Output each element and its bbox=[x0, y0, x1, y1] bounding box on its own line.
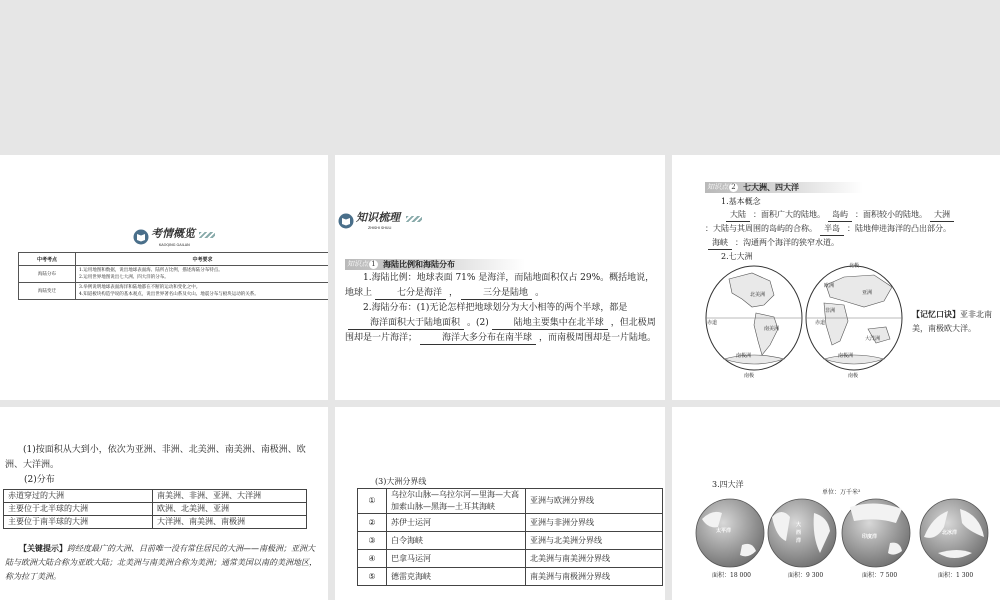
answer-blank: 陆地主要集中在北半球 bbox=[492, 317, 608, 330]
label-africa: 非洲 bbox=[825, 308, 836, 314]
slide-exam-overview bbox=[0, 155, 328, 400]
kp-number: 2 bbox=[729, 183, 738, 192]
kp-title: 七大洲、四大洋 bbox=[743, 183, 799, 192]
text: ：面积广大的陆地。 bbox=[753, 210, 825, 219]
answer-blank: 大陆 bbox=[726, 209, 750, 222]
table-row bbox=[358, 532, 663, 550]
answer-blank: 七分是海洋 bbox=[375, 287, 446, 300]
boundary-line: 德雷克海峡 bbox=[387, 568, 526, 586]
boundaries-table bbox=[357, 488, 663, 586]
answer-blank: 海洋面积大于陆地面积 bbox=[348, 317, 464, 330]
answer-blank: 岛屿 bbox=[828, 209, 852, 222]
table-cell: 主要位于南半球的大洲 bbox=[4, 516, 153, 529]
boundary-line: 苏伊士运河 bbox=[387, 514, 526, 532]
answer-blank: 三分是陆地 bbox=[461, 287, 532, 300]
text: ，而南极周围却是一片陆地。 bbox=[539, 333, 657, 343]
section-title: 知识梳理 bbox=[356, 211, 400, 224]
row-index: ④ bbox=[358, 550, 387, 568]
answer-blank: 海洋大多分布在南半球 bbox=[420, 332, 536, 345]
table-row bbox=[4, 503, 307, 516]
table-row bbox=[358, 550, 663, 568]
section-subtitle: ZHISHI SHULI bbox=[368, 226, 392, 230]
req-cell bbox=[76, 266, 329, 283]
ocean-area: 面积：1 300 bbox=[938, 572, 974, 579]
ocean-globe bbox=[918, 497, 990, 569]
boundary-between: 亚洲与欧洲分界线 bbox=[526, 489, 663, 514]
table-cell: 主要位于北半球的大洲 bbox=[4, 503, 153, 516]
slide-continent-boundaries bbox=[335, 407, 665, 600]
continents-heading: 2.七大洲 bbox=[721, 252, 753, 261]
text: 2.海陆分布：(1)无论怎样把地球划分为大小相等的两个半球，都是 bbox=[363, 303, 628, 313]
req-line: 4.知道板块构造学说的基本观点，说出世界著名山系及火山、地震分布与板块运动的关系。 bbox=[79, 292, 259, 297]
table-cell: 赤道穿过的大洲 bbox=[4, 490, 153, 503]
label-asia: 亚洲 bbox=[862, 290, 873, 296]
ocean-area: 面积：7 500 bbox=[862, 572, 898, 579]
req-line: 3.举例说明地球表面海洋和陆地都在不断的运动和变化之中。 bbox=[79, 285, 201, 290]
boundary-line: 巴拿马运河 bbox=[387, 550, 526, 568]
boundaries-heading: (3)大洲分界线 bbox=[375, 477, 427, 486]
text: ，但北极周围却是一片海洋； bbox=[345, 318, 656, 343]
label-south-america: 南美洲 bbox=[764, 326, 780, 332]
slide-knowledge-1 bbox=[335, 155, 665, 400]
ocean-name: 大西洋 bbox=[796, 522, 802, 544]
row-index: ② bbox=[358, 514, 387, 532]
book-icon bbox=[338, 213, 354, 229]
concept-line bbox=[705, 236, 1000, 250]
seven-continents-map bbox=[704, 261, 904, 379]
concepts-heading: 1.基本概念 bbox=[721, 197, 761, 206]
concept-line bbox=[705, 222, 1000, 236]
slide-knowledge-2 bbox=[672, 155, 1000, 400]
table-row bbox=[358, 568, 663, 586]
req-line: 2.运用世界地图说出七大洲、四大洋的分布。 bbox=[79, 275, 169, 280]
oceans-heading: 3.四大洋 bbox=[712, 480, 744, 489]
text: ：大陆与其周围的岛屿的合称。 bbox=[705, 224, 817, 233]
distribution-heading: (2)分布 bbox=[24, 475, 55, 485]
slide-four-oceans bbox=[672, 407, 1000, 600]
label-antarctica-right: 南极洲 bbox=[838, 353, 854, 359]
text: 。(2) bbox=[467, 318, 489, 328]
table-row bbox=[358, 514, 663, 532]
ocean-globe bbox=[840, 497, 912, 569]
table-cell: 大洋洲、南美洲、南极洲 bbox=[153, 516, 307, 529]
boundary-between: 亚洲与北美洲分界线 bbox=[526, 532, 663, 550]
boundary-line: 乌拉尔山脉—乌拉尔河—里海—大高加索山脉—黑海—土耳其海峡 bbox=[387, 489, 526, 514]
kp-title: 海陆比例和海陆分布 bbox=[383, 260, 455, 269]
concept-line bbox=[705, 208, 1000, 222]
table-row bbox=[4, 516, 307, 529]
boundary-between: 亚洲与非洲分界线 bbox=[526, 514, 663, 532]
knowledge-point-bar bbox=[705, 182, 863, 193]
stripes-decor bbox=[199, 232, 215, 238]
text: ：陆地伸进海洋的凸出部分。 bbox=[847, 224, 951, 233]
section-title: 考情概览 bbox=[151, 227, 195, 240]
label-oceania: 大洋洲 bbox=[865, 336, 881, 342]
kp-number: 1 bbox=[369, 260, 378, 269]
text: ：沟通两个海洋的狭窄水道。 bbox=[735, 238, 839, 247]
table-row bbox=[19, 283, 329, 300]
ocean-name: 太平洋 bbox=[716, 528, 732, 534]
memo-label: 【记忆口诀】 bbox=[912, 309, 960, 319]
boundary-line: 白令海峡 bbox=[387, 532, 526, 550]
label-europe: 欧洲 bbox=[824, 283, 835, 289]
label-north-pole: 北极 bbox=[849, 263, 860, 269]
table-row bbox=[4, 490, 307, 503]
table-row bbox=[358, 489, 663, 514]
req-line: 1.运用地图和数据，说出地球表面海、陆所占比例，描述海陆分布特点。 bbox=[79, 268, 223, 273]
label-antarctica-left: 南极洲 bbox=[736, 353, 752, 359]
section-subtitle: KAOQING GAILAN bbox=[159, 243, 190, 247]
header-point: 中考考点 bbox=[19, 253, 76, 266]
label-north-america: 北美洲 bbox=[750, 292, 766, 298]
kp-tag: 知识点 bbox=[347, 260, 368, 268]
stripes-decor bbox=[406, 216, 422, 222]
paragraph-distribution bbox=[345, 301, 657, 346]
table-row bbox=[19, 266, 329, 283]
ocean-area: 面积：18 000 bbox=[712, 572, 751, 579]
kp1-content bbox=[345, 271, 657, 346]
header-req: 中考要求 bbox=[76, 253, 329, 266]
ocean-name: 北冰洋 bbox=[942, 530, 958, 536]
label-equator-left: 赤道 bbox=[707, 320, 718, 326]
text: 。 bbox=[535, 288, 545, 298]
answer-blank: 海峡 bbox=[708, 237, 732, 250]
kp-tag: 知识点 bbox=[707, 183, 728, 191]
section-badge bbox=[338, 211, 428, 233]
answer-blank: 半岛 bbox=[820, 223, 844, 236]
slide-continent-distribution bbox=[0, 407, 328, 600]
distribution-table bbox=[3, 489, 307, 529]
memo-text: 亚非北南美，南极欧大洋。 bbox=[912, 310, 992, 333]
row-index: ⑤ bbox=[358, 568, 387, 586]
exam-requirement-table bbox=[18, 252, 328, 300]
text: 1.海陆比例：地球表面 71% 是海洋，而陆地面积仅占 29%。概括地说，地球上 bbox=[345, 273, 655, 298]
table-cell: 南美洲、非洲、亚洲、大洋洲 bbox=[153, 490, 307, 503]
label-south-pole-left: 南极 bbox=[744, 373, 755, 379]
east-hemisphere bbox=[806, 266, 902, 370]
answer-blank: 大洲 bbox=[930, 209, 954, 222]
paragraph-ratio bbox=[345, 271, 657, 301]
west-hemisphere bbox=[706, 266, 802, 370]
basic-concepts bbox=[705, 195, 1000, 263]
req-cell bbox=[76, 283, 329, 300]
row-index: ③ bbox=[358, 532, 387, 550]
ocean-globe bbox=[766, 497, 838, 569]
knowledge-point-bar bbox=[345, 259, 525, 270]
tip-label: 【关键提示】 bbox=[19, 543, 67, 553]
row-index: ① bbox=[358, 489, 387, 514]
area-order-text: (1)按面积从大到小，依次为亚洲、非洲、北美洲、南美洲、南极洲、欧洲、大洋洲。 bbox=[5, 445, 306, 470]
ocean-area: 面积：9 300 bbox=[788, 572, 824, 579]
book-icon bbox=[133, 229, 149, 245]
ocean-name: 印度洋 bbox=[862, 534, 878, 540]
label-equator-right: 赤道 bbox=[815, 320, 826, 326]
text: ：面积较小的陆地。 bbox=[855, 210, 927, 219]
boundary-between: 北美洲与南美洲分界线 bbox=[526, 550, 663, 568]
table-cell: 欧洲、北美洲、亚洲 bbox=[153, 503, 307, 516]
point-cell: 海陆分布 bbox=[19, 266, 76, 283]
tip-text: 跨经度最广的大洲、目前唯一没有常住居民的大洲——南极洲；亚洲大陆与欧洲大陆合称为亚欧大陆；北美洲与南美洲合称为美洲；通常美国以南的美洲地区，称为拉丁美洲。 bbox=[5, 544, 317, 581]
section-badge bbox=[133, 227, 213, 249]
ocean-globe bbox=[694, 497, 766, 569]
label-south-pole-right: 南极 bbox=[848, 373, 859, 379]
boundary-between: 南美洲与南极洲分界线 bbox=[526, 568, 663, 586]
point-cell: 海陆变迁 bbox=[19, 283, 76, 300]
unit-label: 单位：万千米² bbox=[822, 489, 861, 496]
key-tip bbox=[5, 541, 321, 584]
memory-tip bbox=[912, 307, 998, 336]
text: ， bbox=[449, 288, 459, 298]
